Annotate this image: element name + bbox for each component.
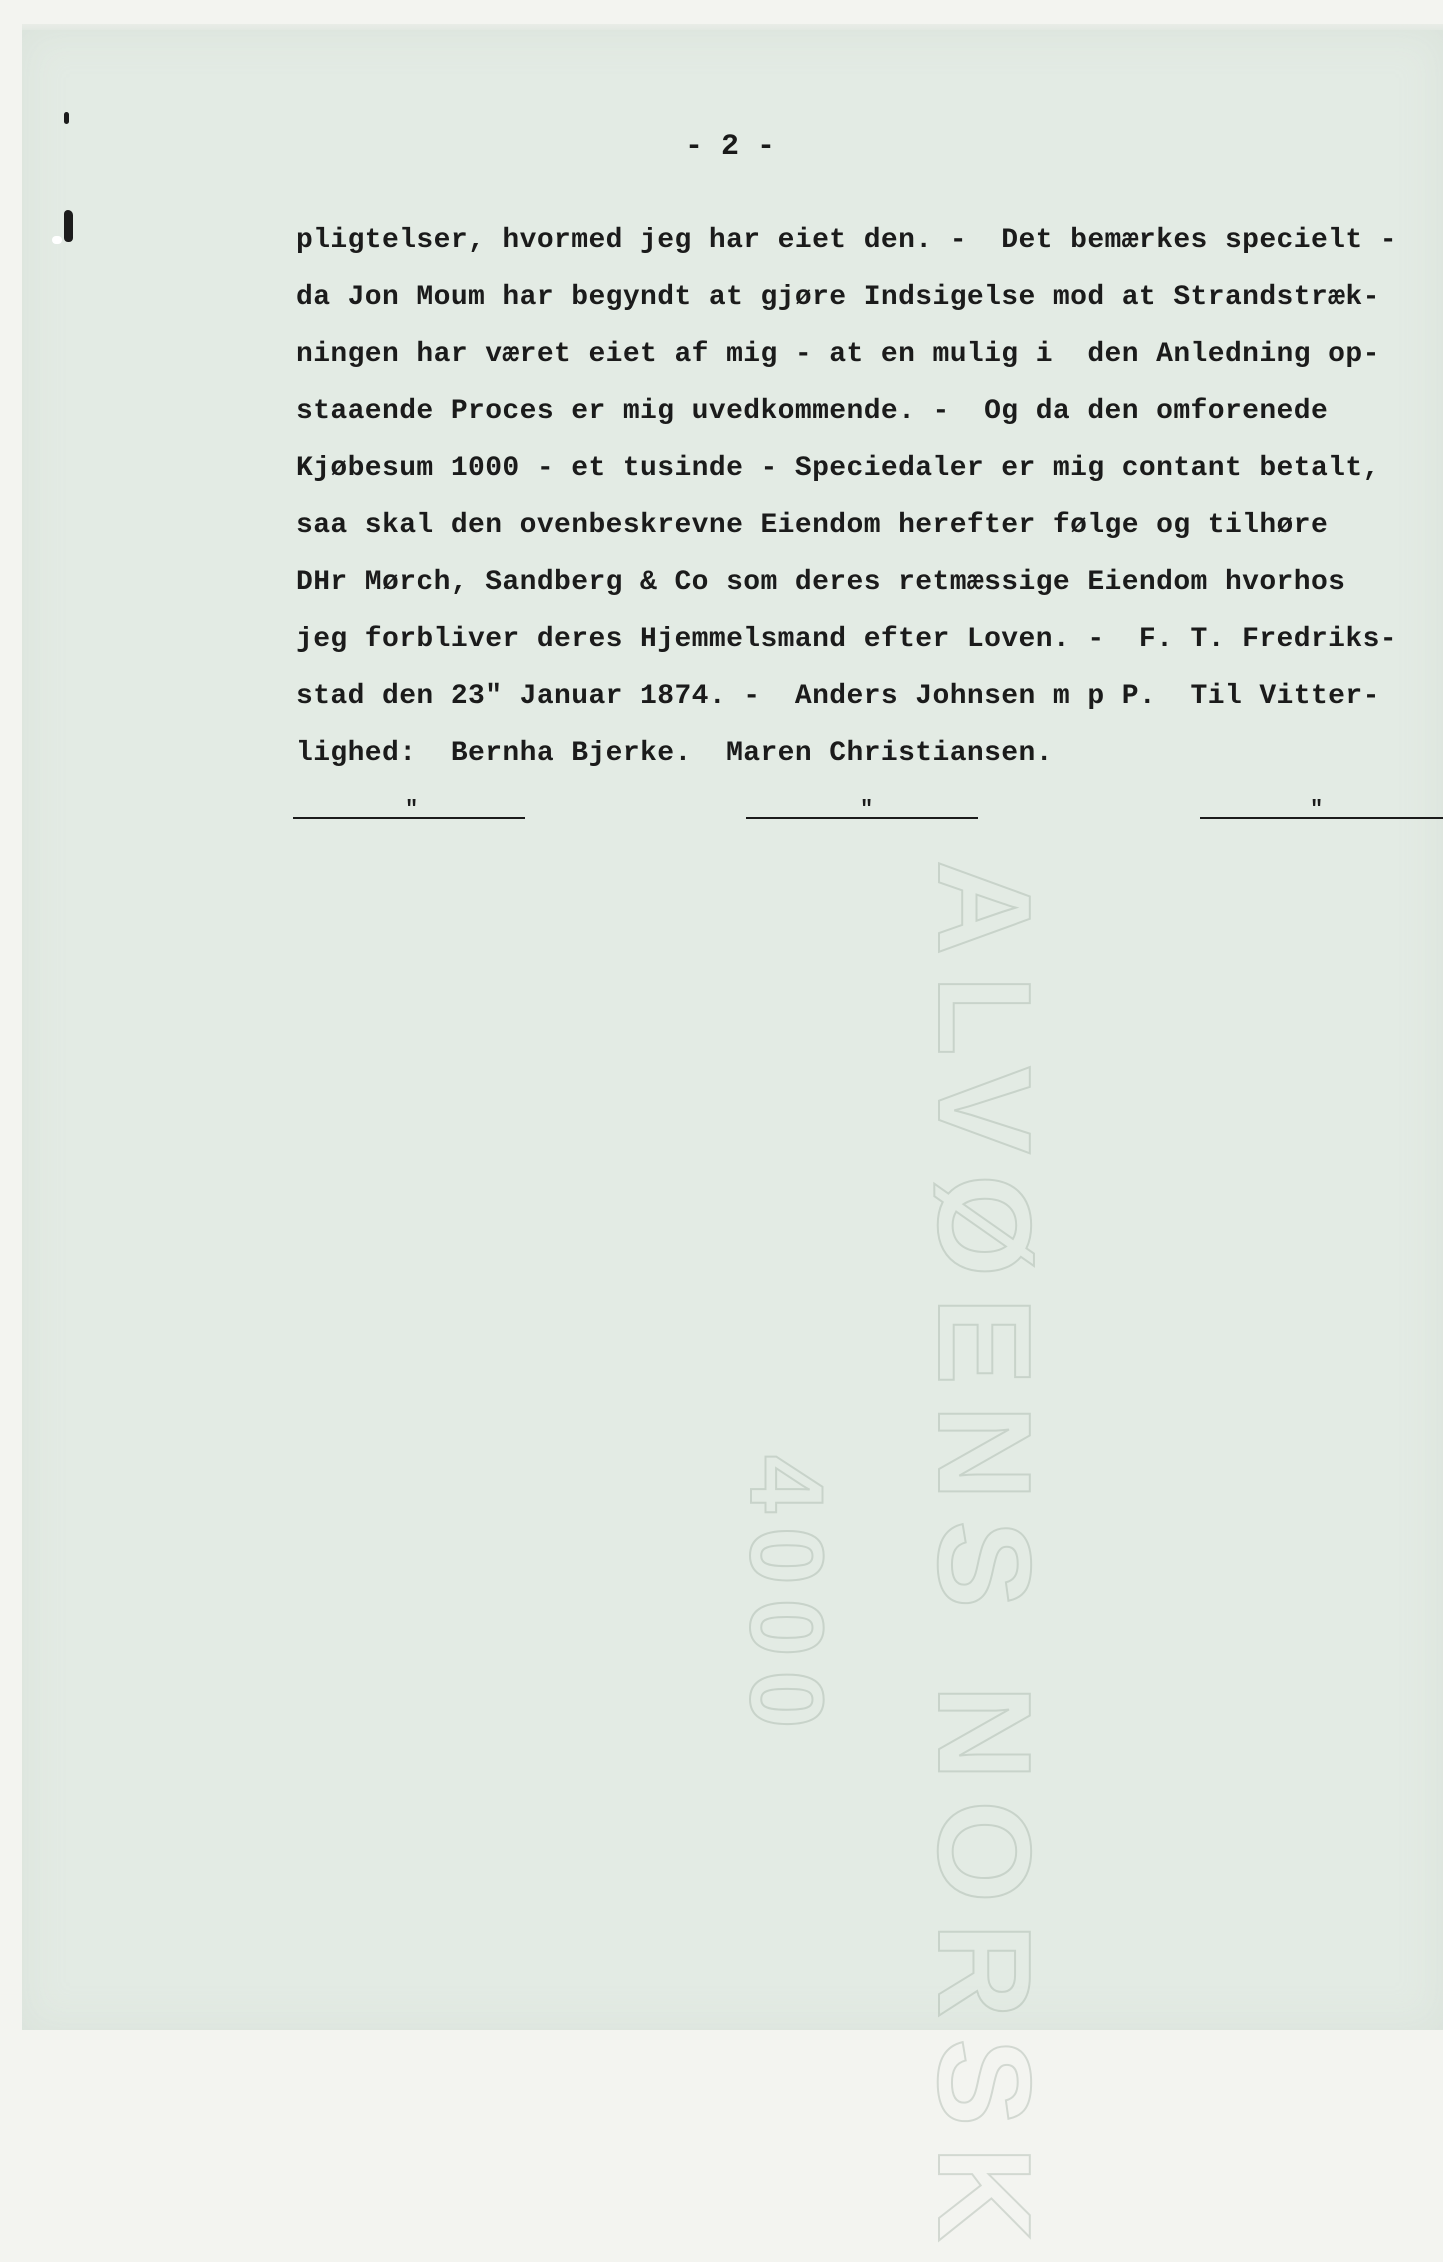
punch-mark-top [64,112,69,124]
text-line: pligtelser, hvormed jeg har eiet den. - Det bemærkes specielt - [296,225,1397,256]
ditto-rule-right [1200,797,1443,822]
typed-body-text [296,212,1426,782]
text-line: lighed: Bernha Bjerke. Maren Christiansen. [296,738,1053,769]
text-line: stad den 23" Januar 1874. - Anders Johnsen m p P. Til Vitter- [296,681,1380,712]
text-line: staaende Proces er mig uvedkommende. - Og da den omforenede [296,396,1329,427]
ditto-rule-left [293,797,525,822]
ditto-rule-center [746,797,978,822]
punch-mark-highlight [52,236,62,244]
text-line: saa skal den ovenbeskrevne Eiendom herefter følge og tilhøre [296,510,1329,541]
punch-mark-bottom [64,210,73,242]
ditto-mark: " [405,797,419,822]
text-line: jeg forbliver deres Hjemmelsmand efter Loven. - F. T. Fredriks- [296,624,1397,655]
text-line: DHr Mørch, Sandberg & Co som deres retmæssige Eiendom hvorhos [296,567,1346,598]
ditto-mark: " [860,797,874,822]
text-line: ningen har været eiet af mig - at en mulig i den Anledning op- [296,339,1380,370]
text-line: da Jon Moum har begyndt at gjøre Indsigelse mod at Strandstræk- [296,282,1380,313]
page-number: - 2 - [684,130,775,164]
ditto-mark: " [1310,797,1324,822]
text-line: Kjøbesum 1000 - et tusinde - Speciedaler er mig contant betalt, [296,453,1380,484]
